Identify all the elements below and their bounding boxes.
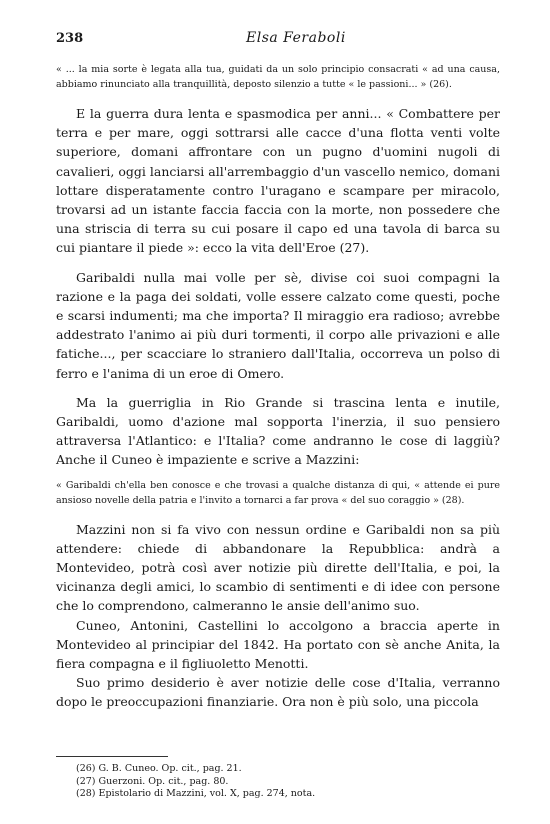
block-quote: « Garibaldi ch'ella ben conosce e che trovasi a qualche distanza di qui, « attende ei pure ansioso novelle della patria e l'invito a tornarci a far prova « del suo coraggio » (28). <box>56 479 500 506</box>
footnote: (28) Epistolario di Mazzini, vol. X, pag. 274, nota. <box>76 788 316 799</box>
running-head: Elsa Feraboli <box>246 30 346 46</box>
footnote: (27) Guerzoni. Op. cit., pag. 80. <box>76 775 229 787</box>
paragraph: Garibaldi nulla mai volle per sè, divise coi suoi compagni la razione e la paga dei soldati, volle essere calzato come questi, poche e scarsi indumenti; ma che importa? Il miraggio era radioso; avrebbe addestrato l'animo ai più duri tormenti, il corpo alle privazioni e alle fatiche..., per scacciare lo straniero dall'Italia, occorreva un polso di ferro e l'anima di un eroe di Omero. <box>56 269 500 381</box>
page-number: 238 <box>56 31 84 46</box>
page-header <box>56 30 500 60</box>
footnote-rule <box>56 756 168 757</box>
paragraph: Ma la guerriglia in Rio Grande si trascina lenta e inutile, Garibaldi, uomo d'azione mal sopporta l'inerzia, il suo pensiero attraversa l'Atlantico: e l'Italia? come andranno le cose di laggiù? Anche il Cuneo è impaziente e scrive a Mazzini: <box>56 394 500 468</box>
paragraph: Cuneo, Antonini, Castellini lo accolgono a braccia aperte in Montevideo al principiar del 1842. Ha portato con sè anche Anita, la fiera compagna e il figliuoletto Menotti. <box>56 617 500 672</box>
footnote: (26) G. B. Cuneo. Op. cit., pag. 21. <box>76 763 242 774</box>
paragraph: Mazzini non si fa vivo con nessun ordine e Garibaldi non sa più attendere: chiede di abbandonare la Repubblica: andrà a Montevideo, potrà così aver notizie più dirette dell'Italia, e poi, la vicinanza degli amici, lo scambio di sentimenti e di idee con persone che lo comprendono, calmeranno le ansie dell'animo suo. <box>56 521 500 614</box>
paragraph: E la guerra dura lenta e spasmodica per anni... « Combattere per terra e per mare, oggi sottrarsi alle cacce d'una flotta venti volte superiore, domani affrontare con un pugno d'uomini nugoli di cavalieri, oggi lanciarsi all'arrembaggio d'un vascello nemico, domani lottare disperatamente contro l'uragano e scampare per miracolo, trovarsi ad un istante faccia faccia con la morte, non possedere che una striscia di terra su cui posare il capo ed una tavola di barca su cui piantare il piede »: ecco la vita dell'Eroe (27). <box>56 106 500 256</box>
paragraph: Suo primo desiderio è aver notizie delle cose d'Italia, verranno dopo le preoccupazioni finanziarie. Ora non è più solo, una piccola <box>56 675 500 710</box>
footnotes <box>56 756 500 801</box>
block-quote: « ... la mia sorte è legata alla tua, guidati da un solo principio consacrati « ad una causa, abbiamo rinunciato alla tranquillità, deposto silenzio a tutte « le passioni... » (26). <box>56 64 500 90</box>
